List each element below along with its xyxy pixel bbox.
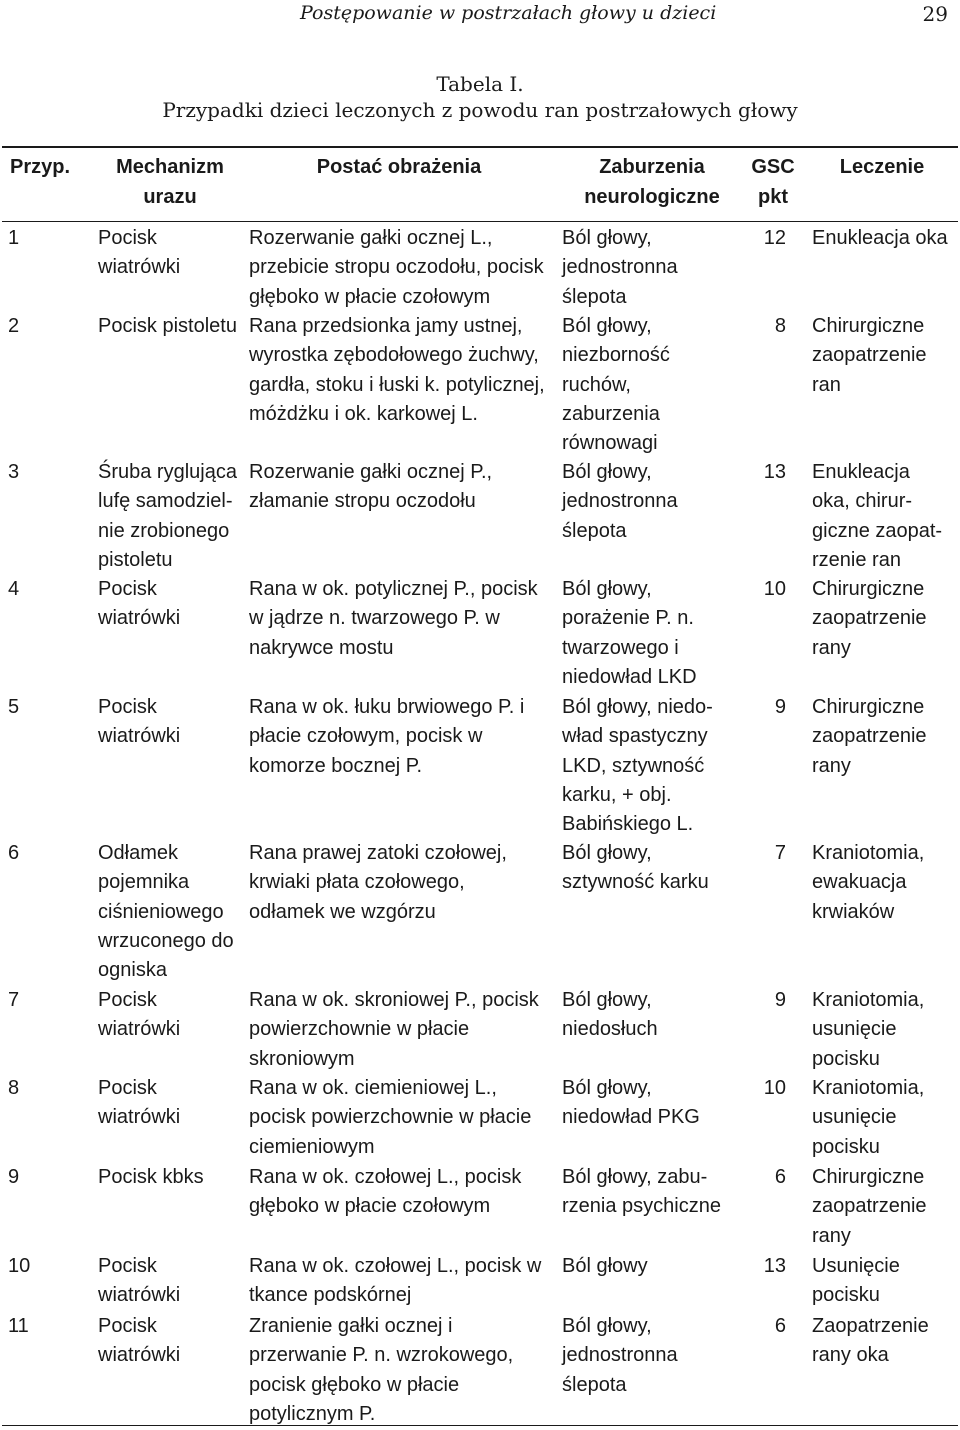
header-neuro: Zaburzenia neurologiczne — [584, 156, 720, 208]
gsc-cell: 10 — [763, 578, 786, 600]
neuro-cell: Ból głowy, niedo- wład spastyczny LKD, sztywność karku, + obj. Babińskiego L. — [562, 696, 713, 836]
treatment-cell: Zaopatrzenie rany oka — [812, 1315, 929, 1367]
injury-cell: Zranienie gałki ocznej i przerwanie P. n. wzrokowego, pocisk głęboko w płacie potylicznym P. — [249, 1315, 514, 1425]
mechanism-cell: Pocisk wiatrówki — [98, 696, 181, 748]
mechanism-cell: Pocisk kbks — [98, 1166, 204, 1188]
case-number: 4 — [8, 578, 20, 600]
mechanism-cell: Odłamek pojemnika ciśnieniowego wrzuconego do ogniska — [98, 842, 234, 982]
table-top-rule — [2, 146, 958, 148]
injury-cell: Rana w ok. potylicznej P., pocisk w jądrze n. twarzowego P. w nakrywce mostu — [249, 578, 538, 659]
treatment-cell: Chirurgiczne zaopatrzenie rany — [812, 578, 927, 659]
mechanism-cell: Pocisk pistoletu — [98, 315, 237, 337]
header-gsc: GSC pkt — [751, 156, 795, 208]
neuro-cell: Ból głowy, niedosłuch — [562, 989, 658, 1041]
gsc-cell: 12 — [763, 227, 786, 249]
gsc-cell: 8 — [774, 315, 786, 337]
neuro-cell: Ból głowy, sztywność karku — [562, 842, 709, 894]
neuro-cell: Ból głowy, jednostronna ślepota — [562, 1315, 678, 1396]
mechanism-cell: Pocisk wiatrówki — [98, 1255, 181, 1307]
case-number: 1 — [8, 227, 20, 249]
injury-cell: Rana w ok. czołowej L., pocisk głęboko w płacie czołowym — [249, 1166, 522, 1218]
gsc-cell: 9 — [774, 696, 786, 718]
treatment-cell: Kraniotomia, usunięcie pocisku — [812, 1077, 925, 1158]
gsc-cell: 6 — [774, 1166, 786, 1188]
mechanism-cell: Śruba ryglująca lufę samodziel- nie zrobionego pistoletu — [98, 461, 237, 571]
page-number: 29 — [922, 2, 948, 26]
case-number: 11 — [8, 1315, 29, 1337]
case-number: 7 — [8, 989, 20, 1011]
mechanism-cell: Pocisk wiatrówki — [98, 1315, 181, 1367]
table-label: Tabela I. — [436, 72, 524, 96]
header-mechanism: Mechanizm urazu — [116, 156, 224, 208]
injury-cell: Rozerwanie gałki ocznej L., przebicie stropu oczodołu, pocisk głęboko w płacie czołowym — [249, 227, 544, 308]
gsc-cell: 7 — [774, 842, 786, 864]
treatment-cell: Kraniotomia, ewakuacja krwiaków — [812, 842, 925, 923]
injury-cell: Rana w ok. łuku brwiowego P. i płacie czołowym, pocisk w komorze bocznej P. — [249, 696, 525, 777]
injury-cell: Rana w ok. czołowej L., pocisk w tkance podskórnej — [249, 1255, 542, 1307]
gsc-cell: 13 — [763, 1255, 786, 1277]
neuro-cell: Ból głowy, jednostronna ślepota — [562, 227, 678, 308]
injury-cell: Rana w ok. ciemieniowej L., pocisk powierzchownie w płacie ciemieniowym — [249, 1077, 532, 1158]
mechanism-cell: Pocisk wiatrówki — [98, 578, 181, 630]
gsc-cell: 13 — [763, 461, 786, 483]
mechanism-cell: Pocisk wiatrówki — [98, 989, 181, 1041]
neuro-cell: Ból głowy, porażenie P. n. twarzowego i niedowład LKD — [562, 578, 697, 688]
gsc-cell: 6 — [774, 1315, 786, 1337]
running-title: Postępowanie w postrzałach głowy u dzieci — [300, 2, 717, 24]
mechanism-cell: Pocisk wiatrówki — [98, 227, 181, 279]
gsc-cell: 9 — [774, 989, 786, 1011]
injury-cell: Rozerwanie gałki ocznej P., złamanie stropu oczodołu — [249, 461, 493, 513]
treatment-cell: Chirurgiczne zaopatrzenie rany — [812, 696, 927, 777]
neuro-cell: Ból głowy, niedowład PKG — [562, 1077, 700, 1129]
injury-cell: Rana prawej zatoki czołowej, krwiaki płata czołowego, odłamek we wzgórzu — [249, 842, 507, 923]
table-title: Przypadki dzieci leczonych z powodu ran postrzałowych głowy — [162, 98, 798, 122]
header-treatment: Leczenie — [839, 156, 925, 178]
case-number: 6 — [8, 842, 20, 864]
neuro-cell: Ból głowy, jednostronna ślepota — [562, 461, 678, 542]
treatment-cell: Enukleacja oka — [812, 227, 948, 249]
neuro-cell: Ból głowy, zabu- rzenia psychiczne — [562, 1166, 721, 1218]
case-number: 8 — [8, 1077, 20, 1099]
case-number: 2 — [8, 315, 20, 337]
treatment-cell: Enukleacja oka, chirur- giczne zaopat- rzenie ran — [812, 461, 943, 571]
gsc-cell: 10 — [763, 1077, 786, 1099]
case-number: 10 — [8, 1255, 31, 1277]
neuro-cell: Ból głowy, niezborność ruchów, zaburzenia równowagi — [562, 315, 670, 455]
header-case: Przyp. — [10, 156, 71, 178]
case-number: 3 — [8, 461, 20, 483]
neuro-cell: Ból głowy — [562, 1255, 648, 1277]
treatment-cell: Chirurgiczne zaopatrzenie ran — [812, 315, 927, 396]
treatment-cell: Usunięcie pocisku — [812, 1255, 900, 1307]
mechanism-cell: Pocisk wiatrówki — [98, 1077, 181, 1129]
running-head — [0, 2, 960, 26]
injury-cell: Rana przedsionka jamy ustnej, wyrostka zębodołowego żuchwy, gardła, stoku i łuski k. potylicznej, móżdżku i ok. karkowej L. — [249, 315, 545, 425]
treatment-cell: Chirurgiczne zaopatrzenie rany — [812, 1166, 927, 1247]
case-number: 9 — [8, 1166, 20, 1188]
table-header-rule — [2, 221, 958, 222]
case-number: 5 — [8, 696, 20, 718]
table-bottom-rule — [2, 1425, 958, 1426]
injury-cell: Rana w ok. skroniowej P., pocisk powierzchownie w płacie skroniowym — [249, 989, 539, 1070]
header-injury: Postać obrażenia — [316, 156, 482, 178]
treatment-cell: Kraniotomia, usunięcie pocisku — [812, 989, 925, 1070]
